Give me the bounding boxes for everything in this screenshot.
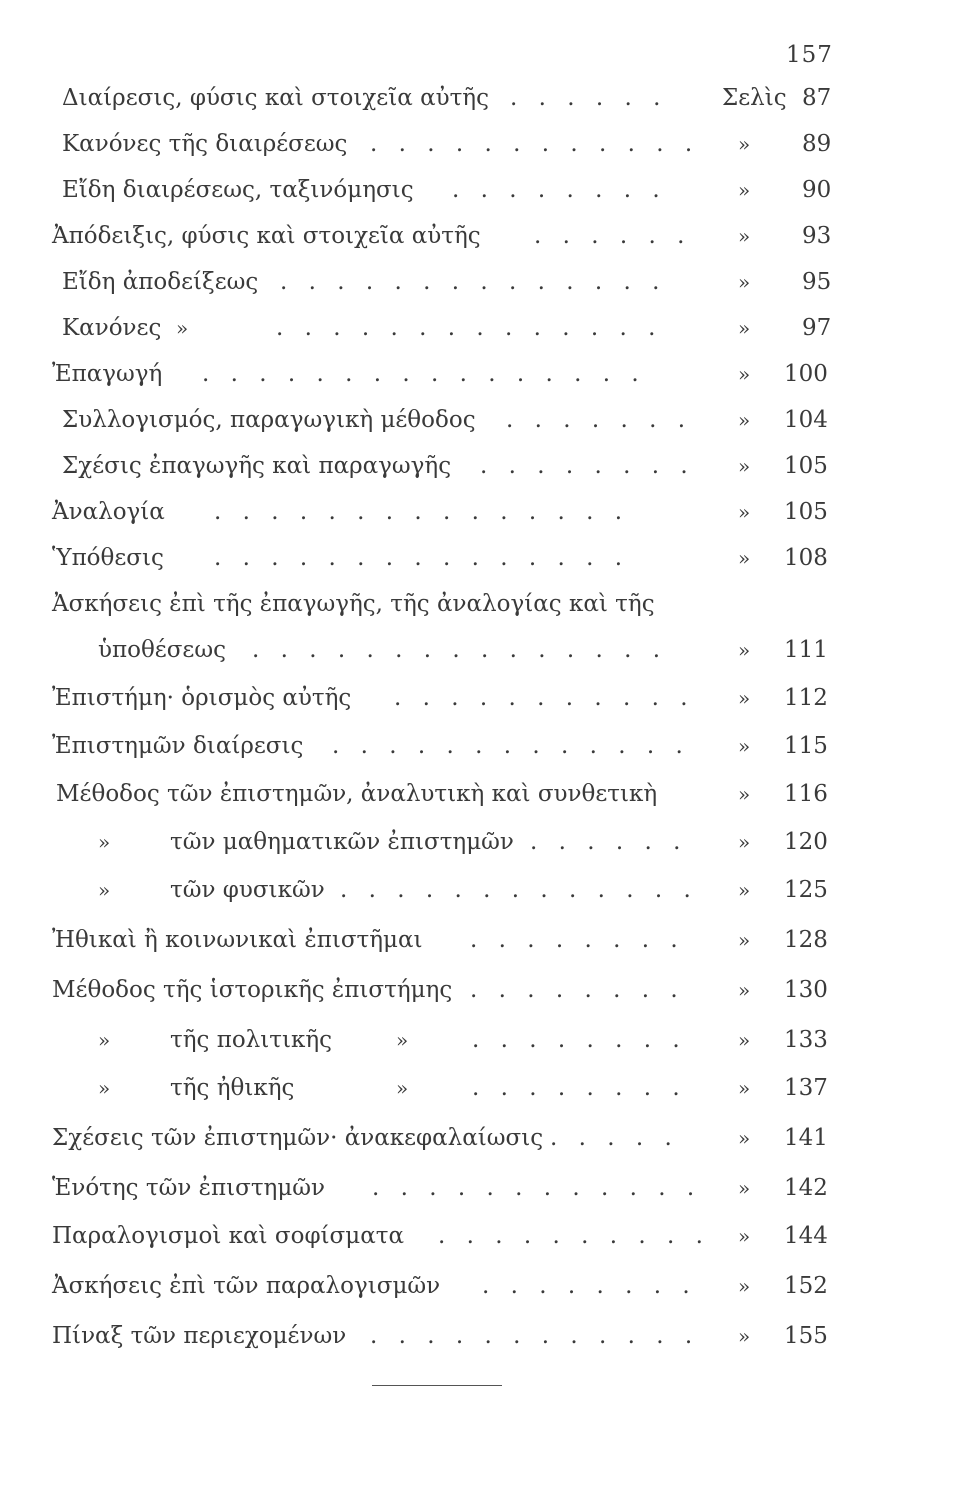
- dot-leader: . . . . . . . . . .: [438, 1223, 710, 1249]
- toc-entry-title: Εἴδη ἀποδείξεως: [62, 269, 259, 295]
- toc-entry: [0, 970, 953, 1010]
- toc-entry-title: Κανόνες τῆς διαιρέσεως: [62, 131, 348, 157]
- page-number-ref: 97: [802, 315, 832, 341]
- page-number-ref: 104: [784, 407, 828, 433]
- ditto-mark: »: [738, 316, 751, 340]
- ditto-mark: »: [738, 1324, 751, 1348]
- ditto-mark: »: [738, 1126, 751, 1150]
- toc-entry: [0, 920, 953, 960]
- ditto-mark: »: [176, 316, 189, 340]
- dot-leader: . . . . . . . . . . . . .: [332, 733, 690, 759]
- toc-entry: [0, 774, 953, 814]
- dot-leader: . . . . . .: [534, 223, 692, 249]
- page-number-ref: 120: [784, 829, 828, 855]
- ditto-mark: »: [738, 1076, 751, 1100]
- toc-entry: [0, 400, 953, 440]
- ditto-mark: »: [738, 978, 751, 1002]
- page-number-ref: 155: [784, 1323, 828, 1349]
- dot-leader: . . . . . . . . . . . . .: [340, 877, 698, 903]
- dot-leader: . . . . . . . .: [452, 177, 667, 203]
- toc-entry-title: Ἐπιστημῶν διαίρεσις: [52, 733, 304, 759]
- toc-entry-title: Ἐπιστήμη· ὁρισμὸς αὐτῆς: [52, 685, 352, 711]
- dot-leader: . . . . .: [550, 1125, 679, 1151]
- dot-leader: . . . . . . . .: [470, 977, 685, 1003]
- ditto-mark: »: [98, 878, 111, 902]
- toc-entry: [0, 1216, 953, 1256]
- dot-leader: . . . . . . . . . . . . . . .: [214, 545, 630, 571]
- toc-entry: [0, 1168, 953, 1208]
- dot-leader: . . . . . . . . . . . . . . .: [214, 499, 630, 525]
- toc-entry-title: Μέθοδος τῆς ἱστορικῆς ἐπιστήμης: [52, 977, 453, 1003]
- ditto-mark: »: [738, 638, 751, 662]
- dot-leader: . . . . . . . . . . .: [394, 685, 695, 711]
- ditto-mark: »: [738, 546, 751, 570]
- toc-entry-title: Ἠθικαὶ ἢ κοινωνικαὶ ἐπιστῆμαι: [52, 927, 423, 953]
- dot-leader: . . . . . .: [510, 85, 668, 111]
- dot-leader: . . . . . . .: [506, 407, 693, 433]
- page-number-ref: 105: [784, 453, 828, 479]
- toc-entry-title: Μέθοδος τῶν ἐπιστημῶν, ἀναλυτικὴ καὶ συνθετικὴ: [56, 781, 658, 807]
- page-number-ref: 87: [802, 85, 832, 111]
- toc-entry-title: Κανόνες: [62, 315, 162, 341]
- page-number-ref: 142: [784, 1175, 828, 1201]
- page-ref-label: Σελὶς: [722, 85, 787, 111]
- dot-leader: . . . . . . . . . . . .: [370, 1323, 700, 1349]
- ditto-mark: »: [738, 1224, 751, 1248]
- dot-leader: . . . . . . . .: [482, 1273, 697, 1299]
- ditto-mark: »: [738, 1274, 751, 1298]
- page-number-ref: 89: [802, 131, 832, 157]
- toc-entry: [0, 78, 953, 118]
- ditto-mark: »: [738, 734, 751, 758]
- toc-entry: [0, 446, 953, 486]
- dot-leader: . . . . . . . . . . . . . . . .: [202, 361, 646, 387]
- ditto-mark: »: [98, 1076, 111, 1100]
- toc-entry-title: Διαίρεσις, φύσις καὶ στοιχεῖα αὐτῆς: [62, 85, 489, 111]
- page-number: 157: [786, 42, 833, 68]
- ditto-mark: »: [738, 270, 751, 294]
- toc-entry: [0, 492, 953, 532]
- toc-entry-title: τῆς πολιτικῆς: [170, 1027, 333, 1053]
- toc-entry: [0, 216, 953, 256]
- page-number-ref: 112: [784, 685, 828, 711]
- ditto-mark: »: [738, 408, 751, 432]
- page-number-ref: 152: [784, 1273, 828, 1299]
- dot-leader: . . . . . . . . . . . . . .: [276, 315, 663, 341]
- ditto-mark: »: [738, 686, 751, 710]
- toc-entry: [0, 1118, 953, 1158]
- toc-entry-title: Ἀσκήσεις ἐπὶ τῶν παραλογισμῶν: [52, 1273, 441, 1299]
- toc-entry-title: τῆς ἠθικῆς: [170, 1075, 295, 1101]
- ditto-mark: »: [738, 178, 751, 202]
- page-number-ref: 90: [802, 177, 832, 203]
- dot-leader: . . . . . . . . . . . .: [370, 131, 700, 157]
- page-number-ref: 95: [802, 269, 832, 295]
- ditto-mark: »: [396, 1076, 409, 1100]
- ditto-mark: »: [738, 878, 751, 902]
- toc-entry: [0, 822, 953, 862]
- ditto-mark: »: [396, 1028, 409, 1052]
- dot-leader: . . . . . . . .: [472, 1027, 687, 1053]
- page-number-ref: 141: [784, 1125, 828, 1151]
- toc-entry: [0, 124, 953, 164]
- ditto-mark: »: [738, 500, 751, 524]
- page-number-ref: 93: [802, 223, 832, 249]
- toc-entry: [0, 1266, 953, 1306]
- toc-entry-title: Ἀπόδειξις, φύσις καὶ στοιχεῖα αὐτῆς: [52, 223, 481, 249]
- ditto-mark: »: [98, 1028, 111, 1052]
- page-number-ref: 100: [784, 361, 828, 387]
- toc-entry: [0, 726, 953, 766]
- toc-entry: [0, 1068, 953, 1108]
- page-number-ref: 116: [784, 781, 828, 807]
- ditto-mark: »: [738, 1028, 751, 1052]
- toc-entry-title: τῶν μαθηματικῶν ἐπιστημῶν: [170, 829, 514, 855]
- page-number-ref: 130: [784, 977, 828, 1003]
- toc-entry-title: Σχέσις ἐπαγωγῆς καὶ παραγωγῆς: [62, 453, 452, 479]
- toc-entry: [0, 354, 953, 394]
- page-number-ref: 105: [784, 499, 828, 525]
- ditto-mark: »: [738, 132, 751, 156]
- toc-entry: [0, 538, 953, 578]
- toc-entry-title: τῶν φυσικῶν: [170, 877, 325, 903]
- ditto-mark: »: [738, 224, 751, 248]
- page-number-ref: 111: [784, 637, 828, 663]
- toc-entry-title: Εἴδη διαιρέσεως, ταξινόμησις: [62, 177, 414, 203]
- dot-leader: . . . . . . . .: [470, 927, 685, 953]
- page-number-ref: 128: [784, 927, 828, 953]
- dot-leader: . . . . . . . . . . . . . . .: [252, 637, 668, 663]
- toc-entry-title: Παραλογισμοὶ καὶ σοφίσματα: [52, 1223, 404, 1249]
- ditto-mark: »: [738, 1176, 751, 1200]
- ditto-mark: »: [738, 928, 751, 952]
- toc-entry: [0, 1316, 953, 1356]
- toc-entry-title: Πίναξ τῶν περιεχομένων: [52, 1323, 347, 1349]
- toc-entry: [0, 630, 953, 670]
- toc-entry: [0, 870, 953, 910]
- ditto-mark: »: [738, 782, 751, 806]
- dot-leader: . . . . . .: [530, 829, 688, 855]
- page-number-ref: 144: [784, 1223, 828, 1249]
- page-number-ref: 115: [784, 733, 828, 759]
- toc-entry-title: Σχέσεις τῶν ἐπιστημῶν· ἀνακεφαλαίωσις: [52, 1125, 544, 1151]
- ditto-mark: »: [738, 454, 751, 478]
- closing-rule: [372, 1385, 502, 1386]
- toc-entry-title: Ἀναλογία: [52, 499, 165, 525]
- toc-entry: [0, 262, 953, 302]
- page-number-ref: 137: [784, 1075, 828, 1101]
- toc-entry: [0, 584, 953, 624]
- dot-leader: . . . . . . . . . . . .: [372, 1175, 702, 1201]
- toc-entry-title: Ἀσκήσεις ἐπὶ τῆς ἐπαγωγῆς, τῆς ἀναλογίας καὶ τῆς: [52, 591, 655, 617]
- dot-leader: . . . . . . . . . . . . . .: [280, 269, 667, 295]
- ditto-mark: »: [98, 830, 111, 854]
- ditto-mark: »: [738, 362, 751, 386]
- toc-entry-title: Συλλογισμός, παραγωγικὴ μέθοδος: [62, 407, 476, 433]
- dot-leader: . . . . . . . .: [480, 453, 695, 479]
- toc-entry: [0, 308, 953, 348]
- page-number-ref: 108: [784, 545, 828, 571]
- toc-entry: [0, 170, 953, 210]
- ditto-mark: »: [738, 830, 751, 854]
- toc-entry-title: Ἑνότης τῶν ἐπιστημῶν: [52, 1175, 326, 1201]
- toc-entry: [0, 678, 953, 718]
- toc-entry-title: Ὑπόθεσις: [52, 545, 164, 571]
- page-number-ref: 133: [784, 1027, 828, 1053]
- dot-leader: . . . . . . . .: [472, 1075, 687, 1101]
- toc-entry: [0, 1020, 953, 1060]
- toc-entry-title: ὑποθέσεως: [98, 637, 226, 663]
- toc-entry-title: Ἐπαγωγή: [52, 361, 163, 387]
- page-number-ref: 125: [784, 877, 828, 903]
